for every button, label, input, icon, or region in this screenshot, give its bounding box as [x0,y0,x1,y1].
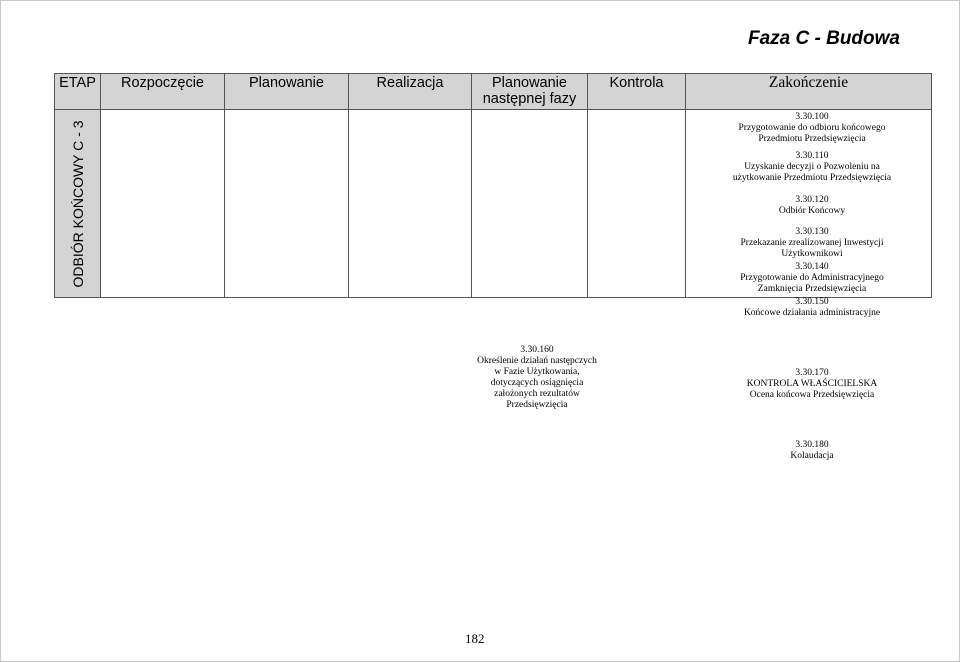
header-kontrola: Kontrola [588,74,686,110]
phase-title: Faza C - Budowa [747,28,900,49]
task-code: 3.30.110 [795,151,829,161]
task-3-30-140 [728,262,896,295]
task-title: KONTROLA WŁAŚCICIELSKA [746,379,878,389]
header-realizacja: Realizacja [349,74,472,110]
task-3-30-120 [728,195,896,217]
header-etap: ETAP [55,74,101,110]
task-text: Odbiór Końcowy [778,206,846,216]
task-text: Ocena końcowa Przedsięwzięcia [749,390,875,400]
task-3-30-150 [728,297,896,319]
task-code: 3.30.150 [795,297,829,307]
header-zakonczenie: Zakończenie [686,74,932,110]
task-text: Kolaudacja [790,451,834,461]
task-3-30-110 [728,151,896,184]
task-code: 3.30.160 [520,345,554,355]
task-code: 3.30.130 [795,227,829,237]
header-rozpoczecie: Rozpoczęcie [101,74,225,110]
page-number: 182 [465,631,485,646]
task-text: Określenie działań następczych w Fazie Użytkowania, dotyczących osiągnięcia założonych rezultatów Przedsięwzięcia [477,356,597,410]
task-3-30-100 [728,112,896,145]
task-3-30-130 [728,227,896,260]
task-text: Przekazanie zrealizowanej Inwestycji Użytkownikowi [740,238,884,259]
task-text: Uzyskanie decyzji o Pozwoleniu na użytkowanie Przedmiotu Przedsięwzięcia [732,162,892,183]
task-3-30-160 [476,345,598,411]
task-text: Końcowe działania administracyjne [743,308,881,318]
task-3-30-170 [728,368,896,401]
row-label: ODBIÓR KOŃCOWY C - 3 [69,120,86,287]
task-code: 3.30.120 [795,195,829,205]
task-3-30-180 [728,440,896,462]
header-planowanie: Planowanie [225,74,349,110]
row-header [55,110,101,298]
task-text: Przygotowanie do odbioru końcowego Przedmiotu Przedsięwzięcia [738,123,886,144]
header-planowanie-nastepnej-fazy: Planowanie następnej fazy [472,74,588,110]
task-code: 3.30.140 [795,262,829,272]
task-code: 3.30.180 [795,440,829,450]
task-text: Przygotowanie do Administracyjnego Zamknięcia Przedsięwzięcia [740,273,884,294]
task-code: 3.30.170 [795,368,829,378]
task-code: 3.30.100 [795,112,829,122]
